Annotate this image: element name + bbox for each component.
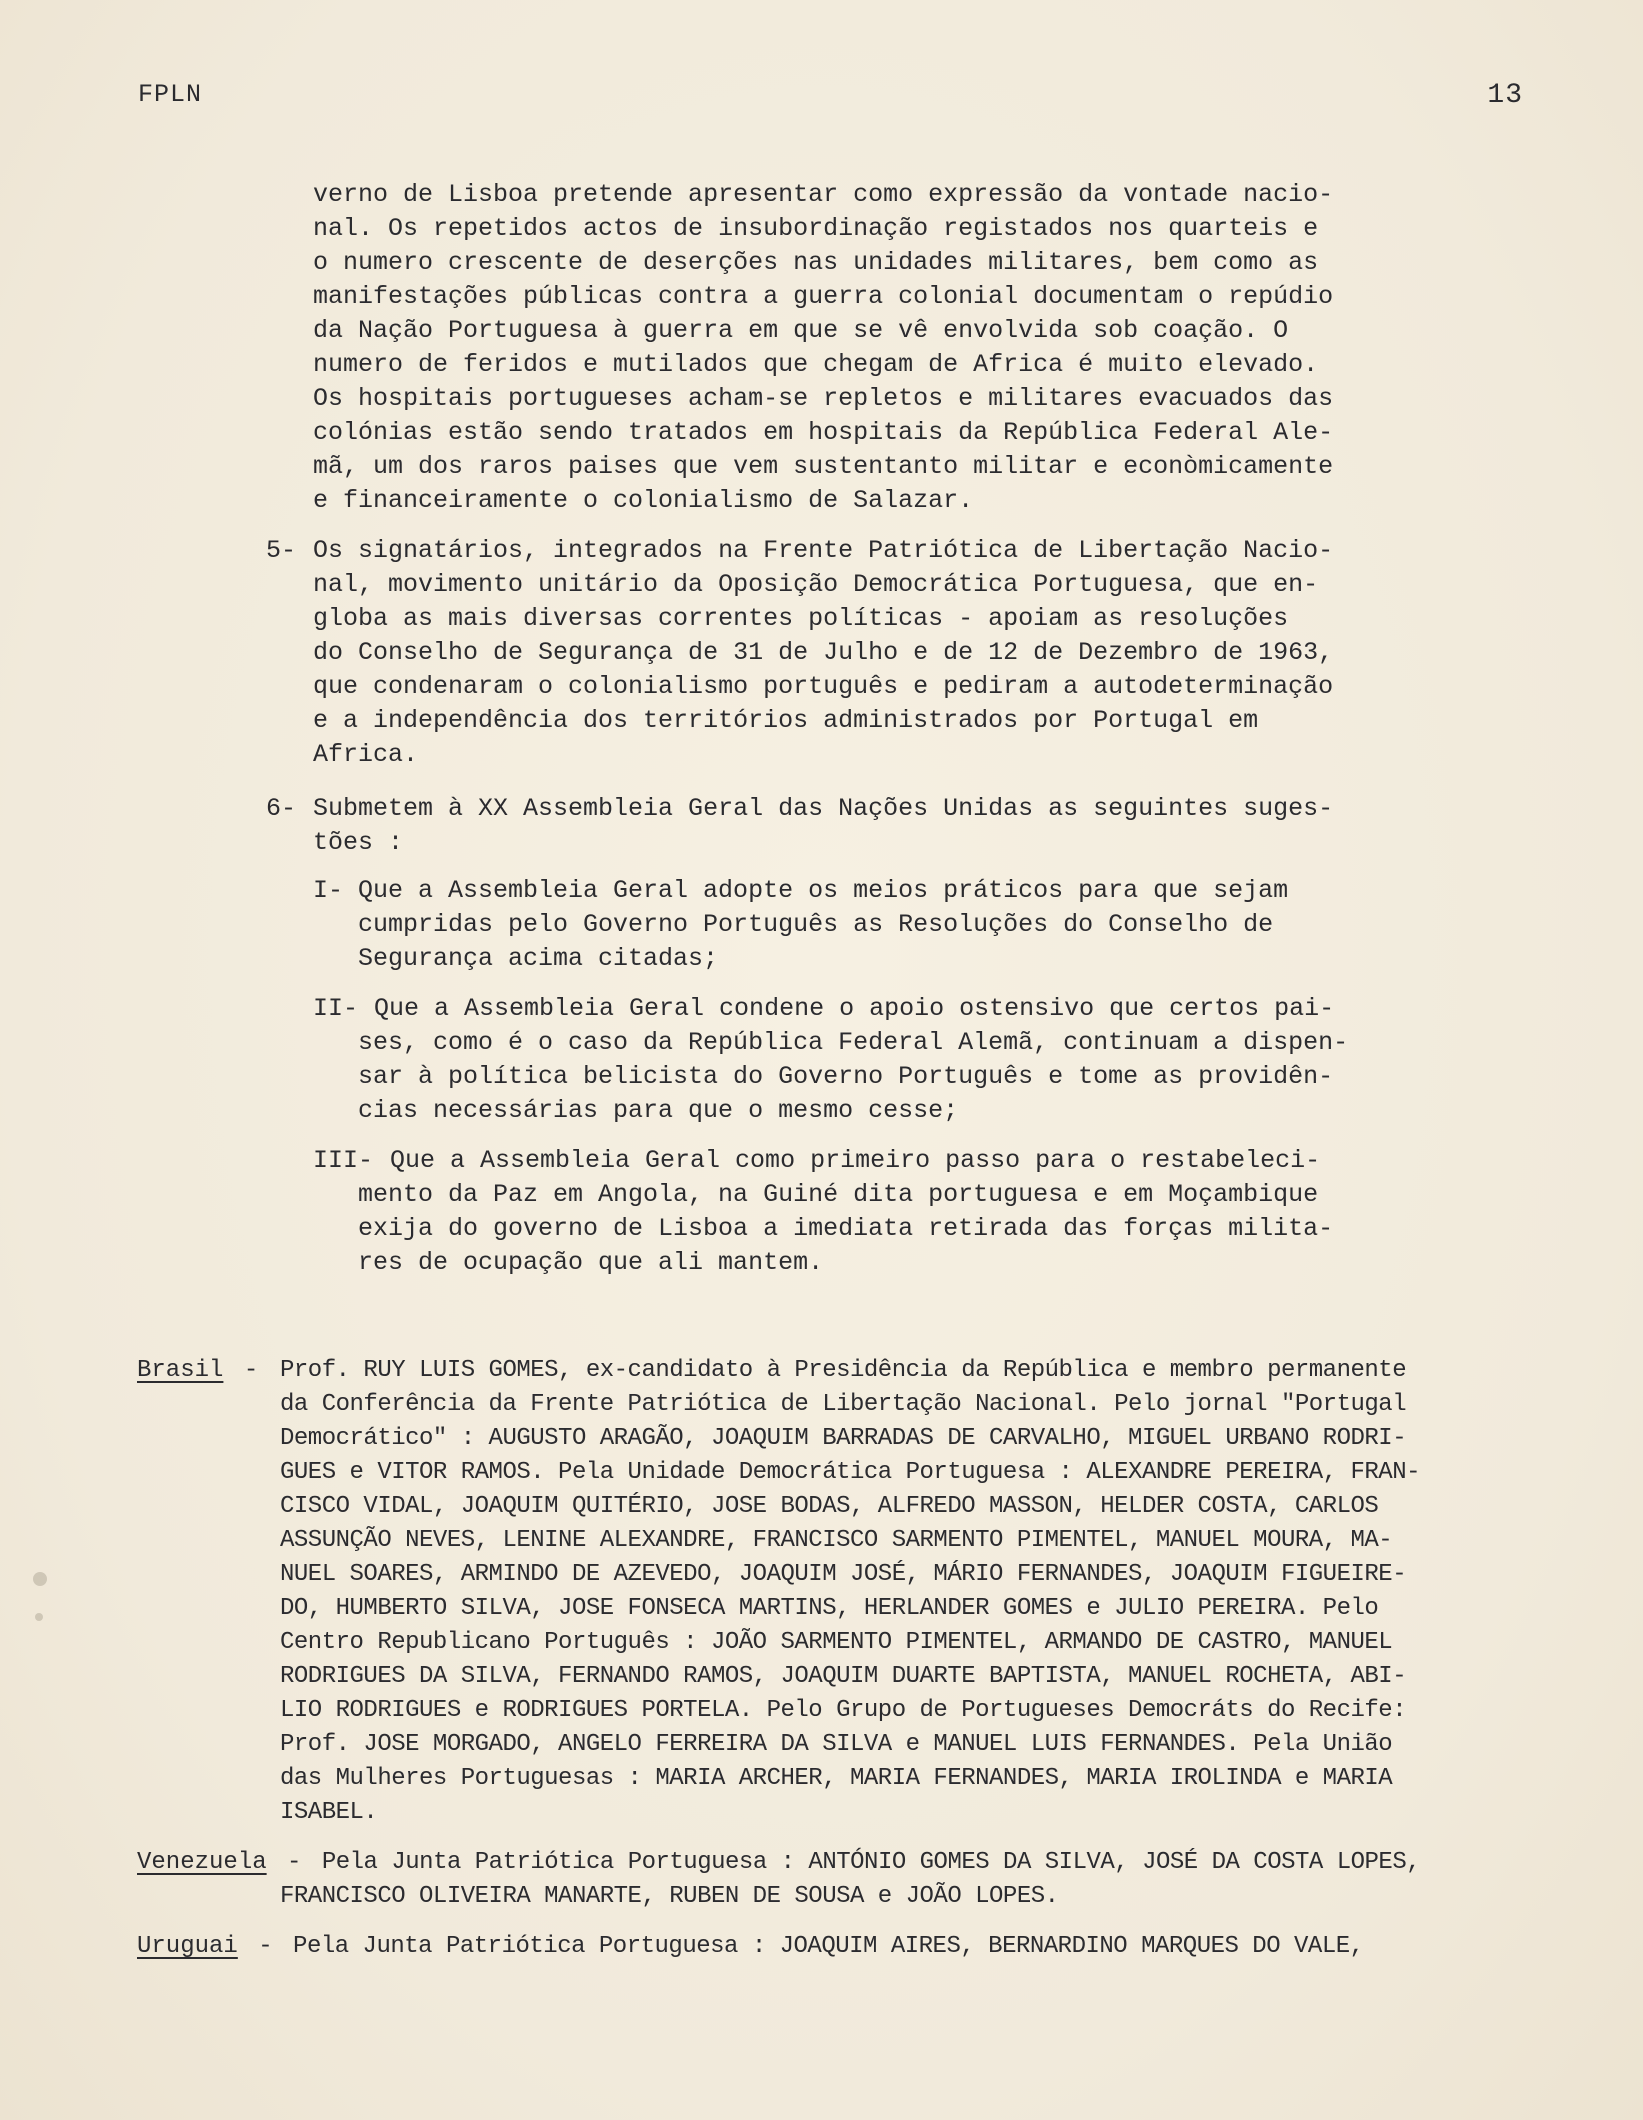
text-line: manifestações públicas contra a guerra colonial documentam o repúdio (313, 282, 1334, 311)
suggestion-item-ii (313, 992, 1393, 1128)
text-line: e financeiramente o colonialismo de Salazar. (313, 486, 974, 515)
text-line: Democrático" : AUGUSTO ARAGÃO, JOAQUIM BARRADAS DE CARVALHO, MIGUEL URBANO RODRI- (280, 1425, 1407, 1452)
text-line: Que a Assembleia Geral como primeiro passo para o restabeleci- (390, 1146, 1321, 1175)
text-line: Que a Assembleia Geral condene o apoio ostensivo que certos pai- (374, 994, 1335, 1023)
text-line: FRANCISCO OLIVEIRA MANARTE, RUBEN DE SOUSA e JOÃO LOPES. (280, 1883, 1059, 1910)
text-line: Segurança acima citadas; (358, 944, 719, 973)
paragraph-number: 5- (266, 536, 297, 565)
text-line: RODRIGUES DA SILVA, FERNANDO RAMOS, JOAQUIM DUARTE BAPTISTA, MANUEL ROCHETA, ABI- (280, 1663, 1407, 1690)
text-line: mento da Paz em Angola, na Guiné dita portuguesa e em Moçambique (358, 1180, 1319, 1209)
roman-numeral: III- (313, 1146, 374, 1175)
text-line: verno de Lisboa pretende apresentar como expressão da vontade nacio- (313, 180, 1334, 209)
text-line: cumpridas pelo Governo Português as Resoluções do Conselho de (358, 910, 1274, 939)
text-line: ASSUNÇÃO NEVES, LENINE ALEXANDRE, FRANCISCO SARMENTO PIMENTEL, MANUEL MOURA, MA- (280, 1527, 1393, 1554)
country-name: Venezuela (137, 1849, 267, 1876)
roman-numeral: I- (313, 876, 344, 905)
text-line: Submetem à XX Assembleia Geral das Nações Unidas as seguintes suges- (313, 794, 1334, 823)
text-line: NUEL SOARES, ARMINDO DE AZEVEDO, JOAQUIM JOSÉ, MÁRIO FERNANDES, JOAQUIM FIGUEIRE- (280, 1561, 1407, 1588)
paragraph-5 (266, 534, 1393, 772)
country-venezuela: Venezuela - Pela Junta Patriótica Portuguesa : ANTÓNIO GOMES DA SILVA, JOSÉ DA COSTA LOPES, FRANCISCO OLIVEIRA MANARTE, RUBEN DE SOUSA e JOÃO LOPES. (137, 1846, 1567, 1914)
text-line: Pela Junta Patriótica Portuguesa : JOAQUIM AIRES, BERNARDINO MARQUES DO VALE, (293, 1933, 1364, 1960)
text-line: das Mulheres Portuguesas : MARIA ARCHER, MARIA FERNANDES, MARIA IROLINDA e MARIA (280, 1765, 1393, 1792)
country-name: Uruguai (137, 1933, 238, 1960)
header-organization: FPLN (138, 80, 203, 109)
text-line: sar à política belicista do Governo Português e tome as providên- (358, 1062, 1334, 1091)
signatories-by-country (137, 1354, 1567, 1980)
text-line: DO, HUMBERTO SILVA, JOSE FONSECA MARTINS, HERLANDER GOMES e JULIO PEREIRA. Pelo (280, 1595, 1379, 1622)
text-line: colónias estão sendo tratados em hospitais da República Federal Ale- (313, 418, 1334, 447)
text-line: GUES e VITOR RAMOS. Pela Unidade Democrática Portuguesa : ALEXANDRE PEREIRA, FRAN- (280, 1459, 1420, 1486)
suggestion-item-iii (313, 1144, 1393, 1280)
text-line: Centro Republicano Português : JOÃO SARMENTO PIMENTEL, ARMANDO DE CASTRO, MANUEL (280, 1629, 1393, 1656)
text-line: do Conselho de Segurança de 31 de Julho e de 12 de Dezembro de 1963, (313, 638, 1334, 667)
main-text (266, 178, 1393, 1280)
suggestion-item-i (313, 874, 1393, 976)
punch-hole-mark (35, 1613, 43, 1621)
text-line: ses, como é o caso da República Federal Alemã, continuam a dispen- (358, 1028, 1349, 1057)
text-line: Pela Junta Patriótica Portuguesa : ANTÓNIO GOMES DA SILVA, JOSÉ DA COSTA LOPES, (321, 1849, 1421, 1876)
roman-numeral: II- (313, 994, 359, 1023)
text-line: Que a Assembleia Geral adopte os meios práticos para que sejam (358, 876, 1289, 905)
country-brasil: Brasil - Prof. RUY LUIS GOMES, ex-candidato à Presidência da República e membro permanente da Conferência da Frente Patriótica de Libertação Nacional. Pelo jornal "Portugal Democrático" : AUGUSTO ARAGÃO, JOAQUIM BARRADAS DE CARVALHO, MIGUEL URBANO RODRI- GUES e VITOR RAMOS. Pela Unidade Democrática Portuguesa : ALEXANDRE PEREIRA, FRAN- CISCO VIDAL, JOAQUIM QUITÉRIO, JOSE BODAS, ALFREDO MASSON, HELDER COSTA, CARLOS ASSUNÇÃO NEVES, LENINE ALEXANDRE, FRANCISCO SARMENTO PIMENTEL, MANUEL MOURA, MA- NUEL SOARES, ARMINDO DE AZEVEDO, JOAQUIM JOSÉ, MÁRIO FERNANDES, JOAQUIM FIGUEIRE- DO, HUMBERTO SILVA, JOSE FONSECA MARTINS, HERLANDER GOMES e JULIO PEREIRA. Pelo Centro Republicano Português : JOÃO SARMENTO PIMENTEL, ARMANDO DE CASTRO, MANUEL RODRIGUES DA SILVA, FERNANDO RAMOS, JOAQUIM DUARTE BAPTISTA, MANUEL ROCHETA, ABI- LIO RODRIGUES e RODRIGUES PORTELA. Pelo Grupo de Portugueses Democráts do Recife: Prof. JOSE MORGADO, ANGELO FERREIRA DA SILVA e MANUEL LUIS FERNANDES. Pela União das Mulheres Portuguesas : MARIA ARCHER, MARIA FERNANDES, MARIA IROLINDA e MARIA ISABEL. (137, 1354, 1567, 1830)
text-line: globa as mais diversas correntes políticas - apoiam as resoluções (313, 604, 1289, 633)
text-line: nal, movimento unitário da Oposição Democrática Portuguesa, que en- (313, 570, 1319, 599)
text-line: Africa. (313, 740, 419, 769)
text-line: nal. Os repetidos actos de insubordinação registados nos quarteis e (313, 214, 1319, 243)
country-name: Brasil (137, 1357, 224, 1384)
punch-hole-mark (33, 1572, 47, 1586)
text-line: o numero crescente de deserções nas unidades militares, bem como as (313, 248, 1319, 277)
text-line: CISCO VIDAL, JOAQUIM QUITÉRIO, JOSE BODAS, ALFREDO MASSON, HELDER COSTA, CARLOS (280, 1493, 1379, 1520)
text-line: ISABEL. (280, 1799, 378, 1826)
text-line: LIO RODRIGUES e RODRIGUES PORTELA. Pelo Grupo de Portugueses Democráts do Recife: (280, 1697, 1407, 1724)
intro-paragraph (313, 178, 1393, 518)
paragraph-number: 6- (266, 794, 297, 823)
paragraph-6 (266, 792, 1393, 1280)
text-line: Os hospitais portugueses acham-se repletos e militares evacuados das (313, 384, 1334, 413)
text-line: e a independência dos territórios administrados por Portugal em (313, 706, 1259, 735)
text-line: res de ocupação que ali mantem. (358, 1248, 824, 1277)
text-line: Prof. RUY LUIS GOMES, ex-candidato à Presidência da República e membro permanente (280, 1357, 1407, 1384)
text-line: numero de feridos e mutilados que chegam de Africa é muito elevado. (313, 350, 1319, 379)
country-uruguai: Uruguai - Pela Junta Patriótica Portuguesa : JOAQUIM AIRES, BERNARDINO MARQUES DO VALE, (137, 1930, 1567, 1964)
text-line: que condenaram o colonialismo português e pediram a autodeterminação (313, 672, 1334, 701)
text-line: Os signatários, integrados na Frente Patriótica de Libertação Nacio- (313, 536, 1334, 565)
text-line: mã, um dos raros paises que vem sustentanto militar e econòmicamente (313, 452, 1334, 481)
text-line: cias necessárias para que o mesmo cesse; (358, 1096, 959, 1125)
text-line: exija do governo de Lisboa a imediata retirada das forças milita- (358, 1214, 1334, 1243)
text-line: Prof. JOSE MORGADO, ANGELO FERREIRA DA SILVA e MANUEL LUIS FERNANDES. Pela União (280, 1731, 1393, 1758)
text-line: da Conferência da Frente Patriótica de Libertação Nacional. Pelo jornal "Portugal (280, 1391, 1407, 1418)
text-line: da Nação Portuguesa à guerra em que se vê envolvida sob coação. O (313, 316, 1289, 345)
page-number: 13 (1487, 80, 1523, 111)
text-line: tões : (313, 828, 404, 857)
